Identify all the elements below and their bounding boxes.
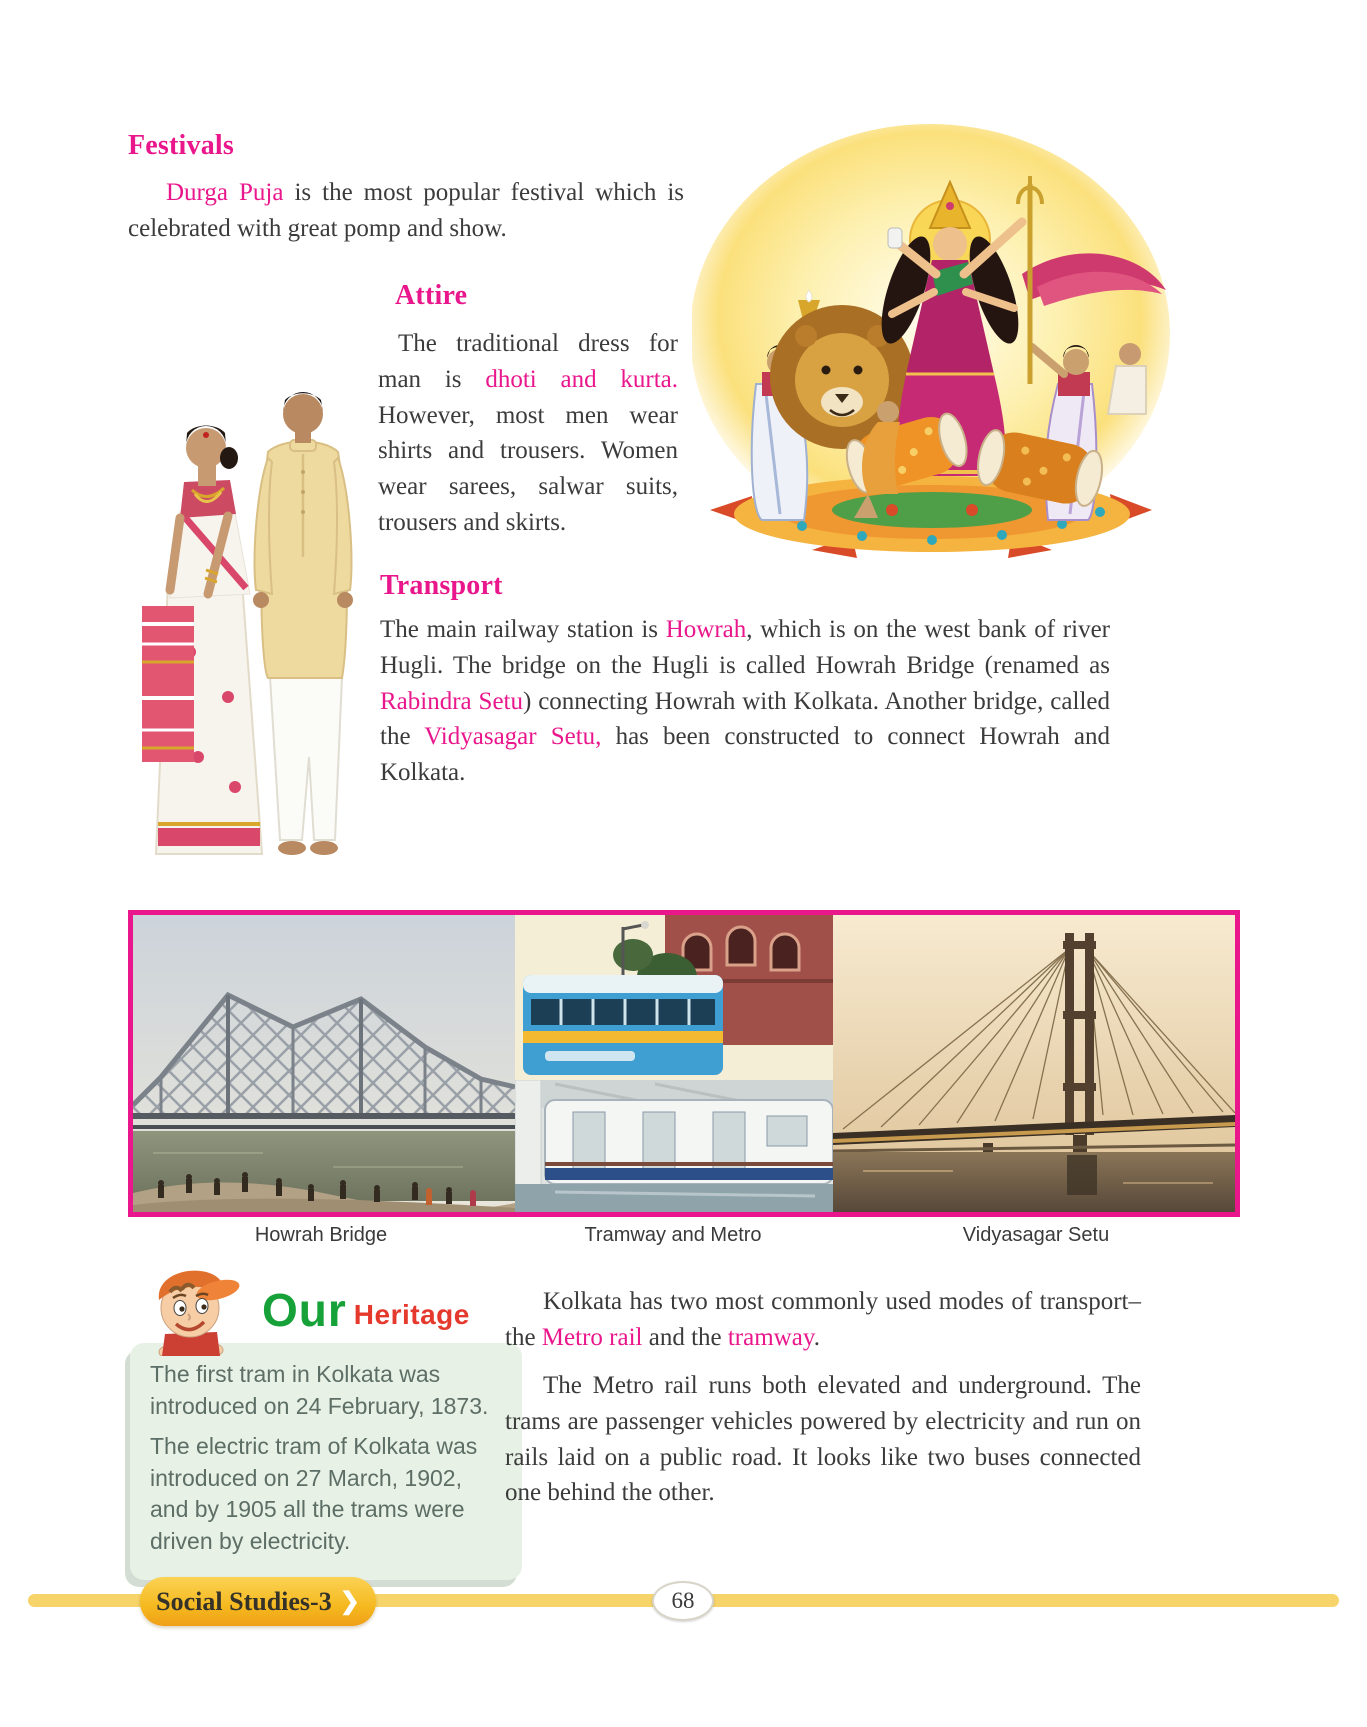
kolkata-transport-paragraph-1: Kolkata has two most commonly used modes of transport–the Metro rail and the tramway. (505, 1288, 1141, 1351)
heritage-fact-2: The electric tram of Kolkata was introduced on 27 March, 1902, and by 1905 all the trams were driven by electricity. (150, 1433, 478, 1554)
heritage-box (130, 1343, 522, 1580)
book-title-label: Social Studies-3 (156, 1586, 332, 1616)
page-number: 68 (671, 1588, 695, 1613)
kolkata-transport-paragraph-2: The Metro rail runs both elevated and underground. The trams are passenger vehicles powered by electricity and run on rails laid on a public road. It looks like two buses connected one behind the other. (505, 1372, 1141, 1507)
howrah-bridge-photo (133, 915, 515, 1212)
photo-captions (128, 1224, 1240, 1247)
caption-howrah-bridge: Howrah Bridge (254, 1224, 388, 1246)
our-heritage-logo (262, 1284, 470, 1336)
attire-heading: Attire (395, 280, 468, 311)
logo-heritage-text: Heritage (353, 1299, 470, 1331)
durga-puja-illustration (692, 122, 1170, 564)
tram-photo (515, 915, 833, 1080)
transport-photo-strip (128, 910, 1240, 1217)
page-number-badge (652, 1581, 714, 1621)
metro-photo (515, 1080, 833, 1212)
logo-our-text: Our (262, 1284, 347, 1336)
tramway-and-metro-photo (515, 915, 833, 1212)
festivals-paragraph: Durga Puja is the most popular festival which is celebrated with great pomp and show. (128, 179, 684, 242)
book-title-badge (140, 1577, 376, 1626)
caption-vidyasagar-setu: Vidyasagar Setu (962, 1224, 1110, 1246)
traditional-attire-couple-photo (110, 332, 390, 872)
attire-paragraph: The traditional dress for man is dhoti and kurta. However, most men wear shirts and trousers. Women wear sarees, salwar suits, trousers and skirts. (378, 330, 679, 536)
transport-paragraph: The main railway station is Howrah, which is on the west bank of river Hugli. The bridge on the Hugli is called Howrah Bridge (renamed as Rabindra Setu) connecting Howrah with Kolkata. Another bridge, called the Vidyasagar Setu, has been constructed to connect Howrah and Kolkata. (380, 616, 1111, 786)
caption-tramway-metro: Tramway and Metro (584, 1224, 762, 1246)
heritage-mascot-icon (118, 1248, 278, 1356)
transport-heading: Transport (380, 570, 503, 601)
chevron-right-icon: ❯ (339, 1588, 360, 1615)
vidyasagar-setu-photo (833, 915, 1235, 1212)
festivals-heading: Festivals (128, 130, 235, 161)
heritage-fact-1: The first tram in Kolkata was introduced on 24 February, 1873. (150, 1361, 489, 1419)
